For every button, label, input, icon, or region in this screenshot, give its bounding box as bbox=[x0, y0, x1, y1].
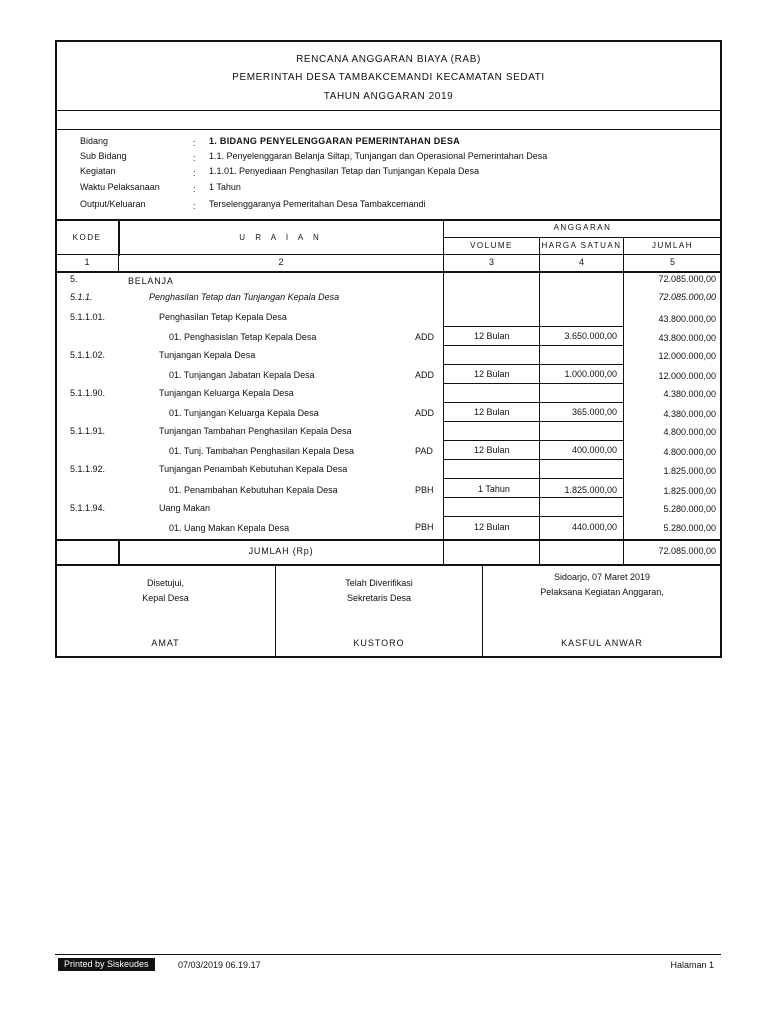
row-harga: 440.000,00 bbox=[571, 522, 617, 532]
row-kode: 5.1.1.01. bbox=[70, 312, 106, 322]
row-uraian: 01. Tunjangan Keluarga Kepala Desa bbox=[169, 408, 319, 418]
doc-subtitle: PEMERINTAH DESA TAMBAKCEMANDI KECAMATAN SEDATI bbox=[232, 72, 545, 83]
info-sep: : bbox=[193, 168, 196, 178]
divider bbox=[56, 539, 721, 541]
info-value: 1.1.01. Penyediaan Penghasilan Tetap dan Tunjangan Kepala Desa bbox=[209, 166, 480, 176]
sig-caption: Disetujui, bbox=[146, 578, 184, 588]
col-divider bbox=[539, 272, 540, 540]
row-divider bbox=[444, 326, 623, 327]
row-jumlah: 4.380.000,00 bbox=[663, 409, 716, 419]
divider bbox=[56, 564, 721, 566]
row-jumlah: 72.085.000,00 bbox=[658, 292, 716, 302]
row-volume: 12 Bulan bbox=[474, 331, 510, 341]
sig-caption: Telah Diverifikasi bbox=[345, 578, 413, 588]
row-divider bbox=[444, 383, 623, 384]
row-volume: 12 Bulan bbox=[474, 522, 510, 532]
row-kode: 5.1.1.90. bbox=[70, 388, 106, 398]
row-jumlah: 43.800.000,00 bbox=[658, 333, 716, 343]
row-jumlah: 1.825.000,00 bbox=[663, 486, 716, 496]
divider bbox=[444, 237, 721, 238]
row-uraian: 01. Tunj. Tambahan Penghasilan Kepala Desa bbox=[169, 446, 354, 456]
row-sumber: ADD bbox=[415, 332, 435, 342]
row-uraian: Tunjangan Kepala Desa bbox=[159, 350, 256, 360]
row-kode: 5.1.1.92. bbox=[70, 464, 106, 474]
row-divider bbox=[444, 459, 623, 460]
row-sumber: ADD bbox=[415, 370, 435, 380]
row-uraian: 01. Penambahan Kebutuhan Kepala Desa bbox=[169, 485, 338, 495]
info-label: Output/Keluaran bbox=[80, 199, 146, 209]
col-header-volume: VOLUME bbox=[470, 241, 513, 250]
info-value: 1 Tahun bbox=[209, 182, 241, 192]
info-value: 1.1. Penyelenggaran Belanja Siltap, Tunjangan dan Operasional Pemerintahan Desa bbox=[209, 151, 548, 161]
info-sep: : bbox=[193, 138, 196, 148]
divider bbox=[56, 254, 721, 255]
col-header-anggaran: ANGGARAN bbox=[553, 223, 612, 232]
sig-name: AMAT bbox=[151, 638, 180, 648]
row-uraian: Tunjangan Tambahan Penghasilan Kepala Desa bbox=[159, 426, 352, 436]
col-divider bbox=[443, 540, 444, 564]
table-top-border bbox=[56, 219, 721, 221]
info-label: Bidang bbox=[80, 136, 109, 146]
col-number: 2 bbox=[278, 257, 284, 267]
row-jumlah: 5.280.000,00 bbox=[663, 504, 716, 514]
row-jumlah: 72.085.000,00 bbox=[658, 274, 716, 284]
col-header-kode: KODE bbox=[72, 233, 102, 242]
row-harga: 365.000,00 bbox=[571, 407, 617, 417]
sig-name: KUSTORO bbox=[353, 638, 405, 648]
row-jumlah: 4.380.000,00 bbox=[663, 389, 716, 399]
row-jumlah: 43.800.000,00 bbox=[658, 314, 716, 324]
row-uraian: 01. Tunjangan Jabatan Kepala Desa bbox=[169, 370, 315, 380]
info-label: Waktu Pelaksanaan bbox=[80, 182, 160, 192]
sig-name: KASFUL ANWAR bbox=[561, 638, 643, 648]
info-sep: : bbox=[193, 153, 196, 163]
doc-year: TAHUN ANGGARAN 2019 bbox=[323, 91, 454, 102]
row-divider bbox=[444, 516, 623, 517]
divider bbox=[56, 110, 721, 111]
col-number: 1 bbox=[84, 257, 90, 267]
col-number: 4 bbox=[578, 257, 584, 267]
printed-by-badge: Printed by Siskeudes bbox=[58, 958, 155, 971]
doc-title: RENCANA ANGGARAN BIAYA (RAB) bbox=[296, 54, 481, 65]
row-volume: 1 Tahun bbox=[478, 484, 510, 494]
row-sumber: PAD bbox=[415, 446, 433, 456]
row-jumlah: 4.800.000,00 bbox=[663, 427, 716, 437]
row-uraian: 01. Penghasislan Tetap Kepala Desa bbox=[169, 332, 317, 342]
info-value: Terselenggaranya Pemeritahan Desa Tambakcemandi bbox=[209, 199, 426, 209]
row-divider bbox=[444, 478, 623, 479]
row-kode: 5.1.1. bbox=[70, 292, 93, 302]
row-divider bbox=[444, 345, 623, 346]
row-divider bbox=[444, 364, 623, 365]
col-divider bbox=[443, 272, 444, 540]
row-sumber: PBH bbox=[415, 485, 434, 495]
col-header-uraian: U R A I A N bbox=[239, 233, 323, 242]
row-kode: 5. bbox=[70, 274, 78, 284]
row-harga: 3.650.000,00 bbox=[564, 331, 617, 341]
total-value: 72.085.000,00 bbox=[658, 546, 716, 556]
row-uraian: 01. Uang Makan Kepala Desa bbox=[169, 523, 290, 533]
info-sep: : bbox=[193, 201, 196, 211]
row-harga: 1.825.000,00 bbox=[564, 485, 617, 495]
row-volume: 12 Bulan bbox=[474, 407, 510, 417]
row-divider bbox=[444, 402, 623, 403]
row-kode: 5.1.1.94. bbox=[70, 503, 106, 513]
divider bbox=[56, 271, 721, 273]
row-divider bbox=[444, 440, 623, 441]
col-divider bbox=[539, 540, 540, 564]
row-sumber: ADD bbox=[415, 408, 435, 418]
row-uraian: Penghasilan Tetap dan Tunjangan Kepala Desa bbox=[149, 292, 340, 302]
row-divider bbox=[444, 421, 623, 422]
page-number: Halaman 1 bbox=[670, 960, 714, 970]
row-jumlah: 12.000.000,00 bbox=[658, 351, 716, 361]
info-label: Kegiatan bbox=[80, 166, 116, 176]
row-jumlah: 1.825.000,00 bbox=[663, 466, 716, 476]
col-header-harga: HARGA SATUAN bbox=[541, 241, 622, 250]
row-sumber: PBH bbox=[415, 522, 434, 532]
col-divider bbox=[623, 272, 624, 540]
col-number: 5 bbox=[669, 257, 675, 267]
row-jumlah: 4.800.000,00 bbox=[663, 447, 716, 457]
print-timestamp: 07/03/2019 06.19.17 bbox=[178, 960, 261, 970]
row-uraian: Uang Makan bbox=[159, 503, 211, 513]
total-label: JUMLAH (Rp) bbox=[248, 546, 314, 556]
row-volume: 12 Bulan bbox=[474, 445, 510, 455]
sig-role: Sekretaris Desa bbox=[346, 593, 412, 603]
row-uraian: Tunjangan Keluarga Kepala Desa bbox=[159, 388, 294, 398]
divider bbox=[56, 129, 721, 130]
col-number: 3 bbox=[488, 257, 494, 267]
row-volume: 12 Bulan bbox=[474, 369, 510, 379]
col-header-jumlah: JUMLAH bbox=[651, 241, 693, 250]
info-sep: : bbox=[193, 184, 196, 194]
row-kode: 5.1.1.91. bbox=[70, 426, 106, 436]
row-uraian: BELANJA bbox=[128, 276, 174, 286]
row-harga: 1.000.000,00 bbox=[564, 369, 617, 379]
row-jumlah: 5.280.000,00 bbox=[663, 523, 716, 533]
row-jumlah: 12.000.000,00 bbox=[658, 371, 716, 381]
row-kode: 5.1.1.02. bbox=[70, 350, 106, 360]
footer-rule bbox=[55, 954, 721, 955]
sig-date: Sidoarjo, 07 Maret 2019 bbox=[553, 572, 651, 582]
row-uraian: Penghasilan Tetap Kepala Desa bbox=[159, 312, 287, 322]
info-label: Sub Bidang bbox=[80, 151, 127, 161]
sig-role: Kepal Desa bbox=[142, 593, 189, 603]
sig-role: Pelaksana Kegiatan Anggaran, bbox=[540, 587, 664, 597]
row-harga: 400.000,00 bbox=[571, 445, 617, 455]
row-uraian: Tunjangan Penambah Kebutuhan Kepala Desa bbox=[159, 464, 348, 474]
info-value: 1. BIDANG PENYELENGGARAN PEMERINTAHAN DESA bbox=[209, 136, 460, 146]
row-divider bbox=[444, 497, 623, 498]
